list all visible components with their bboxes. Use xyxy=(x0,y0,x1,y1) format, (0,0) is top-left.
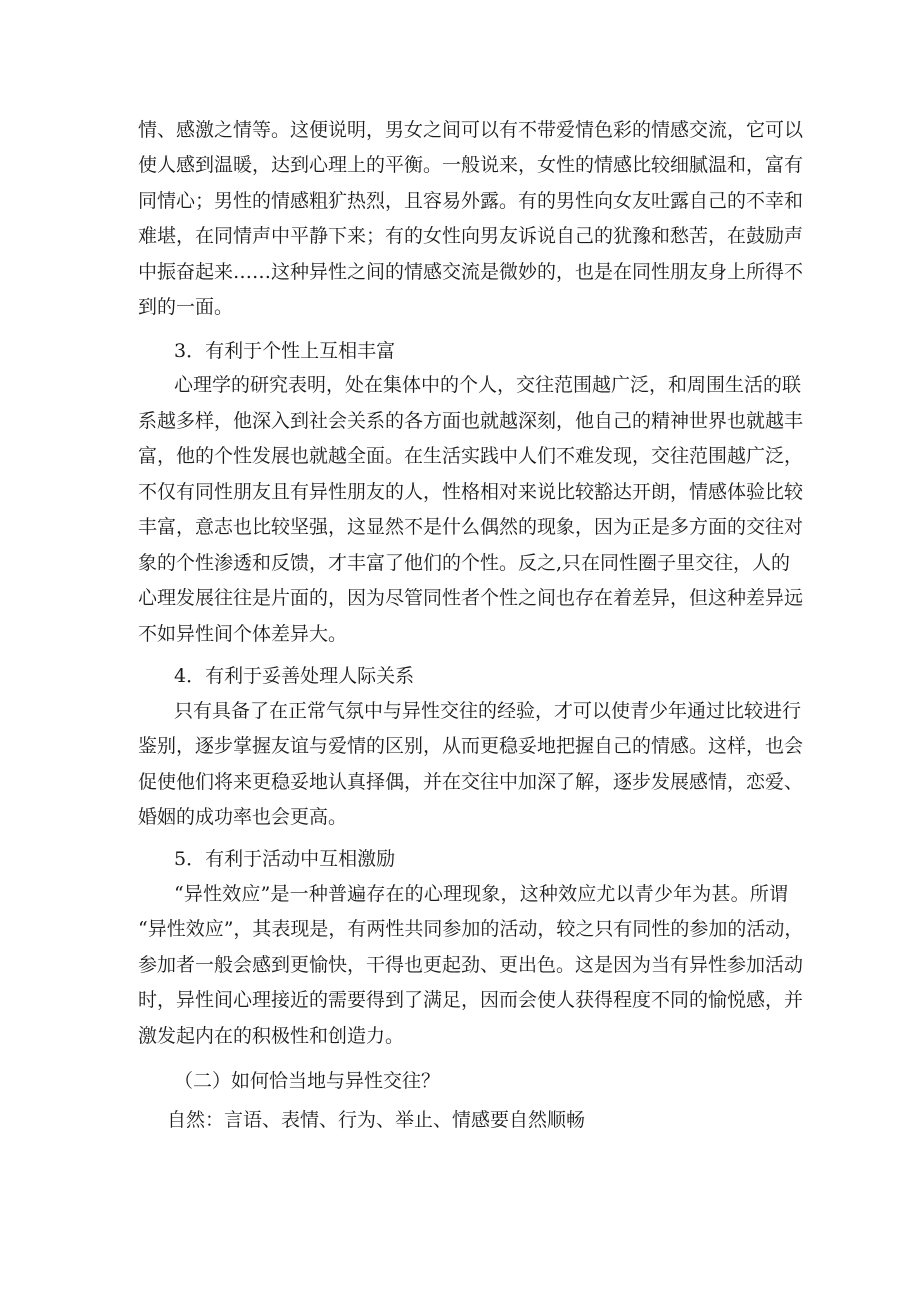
intro-line: 难堪，在同情声中平静下来；有的女性向男友诉说自己的犹豫和愁苦，在鼓励声 xyxy=(138,225,804,247)
section-3-line: 不如异性间个体差异大。 xyxy=(138,623,348,645)
intro-line: 中振奋起来……这种异性之间的情感交流是微妙的，也是在同性朋友身上所得不 xyxy=(138,261,804,283)
section-3-line: 象的个性渗透和反馈，才丰富了他们的个性。反之,只在同性圈子里交往，人的 xyxy=(138,552,791,574)
intro-line: 情、感激之情等。这便说明，男女之间可以有不带爱情色彩的情感交流，它可以 xyxy=(138,119,804,141)
section-4-line: 只有具备了在正常气氛中与异性交往的经验，才可以使青少年通过比较进行 xyxy=(174,700,802,722)
natural-guideline-line: 自然：言语、表情、行为、举止、情感要自然顺畅 xyxy=(167,1109,586,1131)
section-3-line: 心理发展往往是片面的，因为尽管同性者个性之间也存在着差异，但这种差异远 xyxy=(138,587,804,609)
section-5-line: “异性效应”是一种普遍存在的心理现象，这种效应尤以青少年为甚。所谓 xyxy=(174,883,788,905)
section-5-line: 时，异性间心理接近的需要得到了满足，因而会使人获得程度不同的愉悦感，并 xyxy=(138,989,804,1011)
section-4-line: 促使他们将来更稳妥地认真择偶，并在交往中加深了解，逐步发展感情，恋爱、 xyxy=(138,771,804,793)
section-3-line: 富，他的个性发展也就越全面。在生活实践中人们不难发现，交往范围越广泛， xyxy=(138,445,804,467)
section-4-line: 婚姻的成功率也会更高。 xyxy=(138,806,348,828)
intro-line: 到的一面。 xyxy=(138,296,234,318)
section-4-line: 鉴别，逐步掌握友谊与爱情的区别，从而更稳妥地把握自己的情感。这样，也会 xyxy=(138,735,804,757)
section-5-line: 参加者一般会感到更愉快，干得也更起劲、更出色。这是因为当有异性参加活动 xyxy=(138,954,804,976)
section-3-line: 系越多样，他深入到社会关系的各方面也就越深刻，他自己的精神世界也就越丰 xyxy=(138,410,804,432)
section-3-line: 不仅有同性朋友且有异性朋友的人，性格相对来说比较豁达开朗，情感体验比较 xyxy=(138,481,804,503)
section-3-line: 丰富，意志也比较坚强，这显然不是什么偶然的现象，因为正是多方面的交往对 xyxy=(138,516,804,538)
section-4-heading: 4．有利于妥善处理人际关系 xyxy=(174,665,415,687)
intro-line: 使人感到温暖，达到心理上的平衡。一般说来，女性的情感比较细腻温和，富有 xyxy=(138,154,804,176)
part-two-heading: （二）如何恰当地与异性交往？ xyxy=(174,1070,441,1092)
section-5-line: 激发起内在的积极性和创造力。 xyxy=(138,1025,405,1047)
section-5-heading: 5．有利于活动中互相激励 xyxy=(174,848,396,870)
section-3-heading: 3．有利于个性上互相丰富 xyxy=(174,340,396,362)
section-3-line: 心理学的研究表明，处在集体中的个人，交往范围越广泛，和周围生活的联 xyxy=(174,374,802,396)
section-5-line: “异性效应”，其表现是，有两性共同参加的活动，较之只有同性的参加的活动， xyxy=(138,918,804,940)
intro-line: 同情心；男性的情感粗犷热烈，且容易外露。有的男性向女友吐露自己的不幸和 xyxy=(138,190,804,212)
